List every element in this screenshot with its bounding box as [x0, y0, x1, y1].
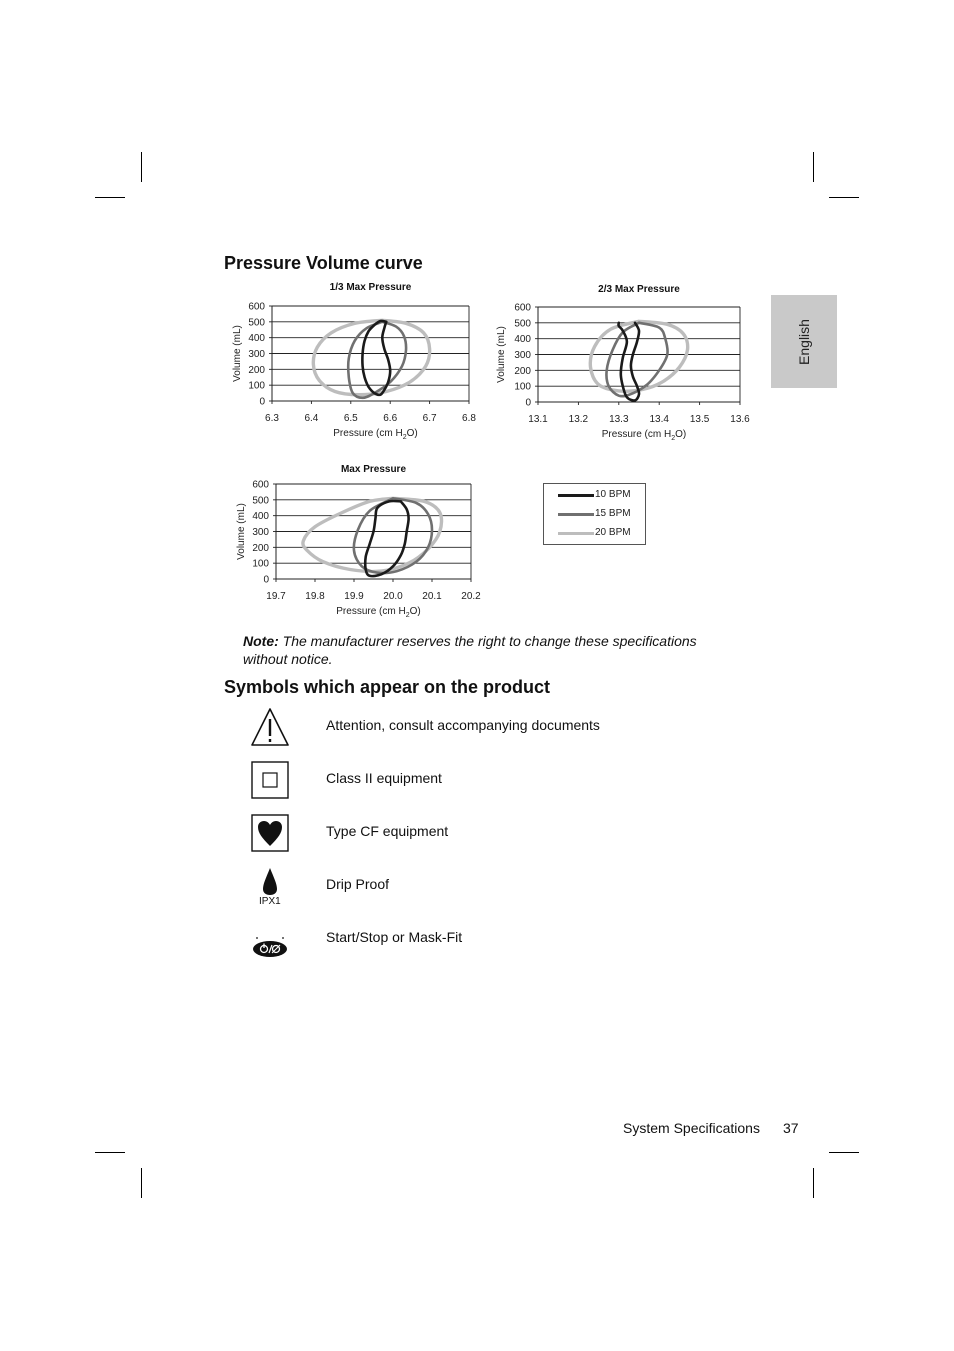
type-cf-heart-icon [250, 813, 290, 853]
y-tick-label: 100 [248, 380, 265, 392]
x-axis-label [602, 429, 686, 442]
symbol-label: Class II equipment [326, 770, 442, 786]
y-tick-label: 300 [514, 350, 531, 361]
legend-label: 15 BPM [595, 508, 631, 519]
crop-mark [829, 1152, 859, 1153]
x-axis-label-part: O) [409, 606, 421, 617]
y-tick-label: 0 [259, 396, 265, 408]
symbol-label: Type CF equipment [326, 823, 449, 839]
x-tick-label: 20.0 [383, 591, 403, 602]
y-tick-label: 300 [252, 527, 269, 538]
chart-title: 1/3 Max Pressure [329, 282, 412, 293]
note-text: The manufacturer reserves the right to change these specifications without notice. [243, 633, 697, 667]
x-tick-label: 6.6 [383, 413, 398, 424]
x-axis-label-part: Pressure (cm H [601, 429, 672, 440]
series-line-20-bpm [313, 320, 429, 394]
attention-triangle-icon [250, 707, 290, 747]
chart-3 [236, 464, 481, 619]
start-stop-icon [250, 919, 290, 959]
footer-section: System Specifications [623, 1120, 760, 1136]
class-ii-equipment-icon [250, 760, 290, 800]
y-tick-label: 100 [514, 381, 531, 393]
x-tick-label: 19.8 [305, 591, 325, 602]
y-axis-label: Volume (mL) [236, 503, 247, 560]
x-axis-label-part: O) [406, 428, 418, 439]
crop-mark [141, 1168, 142, 1198]
note-label: Note: [243, 633, 279, 649]
y-axis-label: Volume (mL) [496, 326, 507, 383]
y-tick-label: 500 [248, 317, 265, 329]
x-tick-label: 13.4 [649, 414, 669, 425]
x-axis-label-part: Pressure (cm H [336, 606, 406, 617]
x-tick-label: 13.3 [609, 414, 629, 425]
chart-2 [496, 284, 750, 442]
x-tick-label: 13.1 [528, 414, 548, 425]
legend-swatch [558, 494, 594, 497]
crop-mark [813, 1168, 814, 1198]
y-tick-label: 600 [252, 479, 269, 491]
x-tick-label: 19.9 [344, 591, 364, 602]
y-tick-label: 400 [514, 334, 531, 346]
chart-legend [543, 483, 646, 545]
symbol-row-start-stop [250, 919, 750, 959]
y-tick-label: 600 [248, 301, 265, 313]
chart-title: 2/3 Max Pressure [598, 284, 680, 295]
y-tick-label: 200 [252, 542, 269, 554]
chart-title: Max Pressure [340, 464, 407, 475]
symbol-row-type-cf [250, 813, 750, 853]
language-tab-label: English [796, 318, 812, 365]
y-tick-label: 500 [514, 318, 531, 330]
chart-1 [232, 282, 476, 441]
x-axis-label-part: O) [675, 429, 687, 440]
x-axis-label [336, 606, 420, 619]
x-tick-label: 6.4 [304, 413, 319, 424]
x-axis-label-subscript: 2 [405, 612, 410, 619]
symbol-row-attention [250, 707, 750, 747]
y-tick-label: 400 [252, 511, 269, 523]
y-tick-label: 500 [252, 495, 269, 507]
legend-label: 20 BPM [595, 527, 631, 538]
y-axis-label: Volume (mL) [232, 325, 243, 382]
symbol-label: Drip Proof [326, 876, 390, 892]
symbol-label: Start/Stop or Mask-Fit [326, 929, 463, 945]
x-axis-label-part: Pressure (cm H [333, 428, 403, 439]
x-axis-label-subscript: 2 [671, 435, 676, 442]
legend-swatch [558, 532, 594, 535]
symbol-row-class-ii [250, 760, 750, 800]
y-tick-label: 300 [248, 349, 265, 360]
x-tick-label: 6.7 [422, 413, 437, 424]
y-tick-label: 600 [514, 302, 531, 314]
x-axis-label-subscript: 2 [402, 434, 407, 441]
x-tick-label: 6.8 [462, 413, 476, 424]
x-tick-label: 13.5 [689, 414, 710, 425]
legend-swatch [558, 513, 594, 516]
y-tick-label: 400 [248, 333, 265, 345]
symbol-row-drip-proof [250, 866, 750, 906]
crop-mark [95, 1152, 125, 1153]
y-tick-label: 0 [525, 397, 531, 409]
drip-proof-icon-text: IPX1 [259, 896, 281, 907]
y-tick-label: 0 [263, 574, 269, 586]
x-tick-label: 13.2 [568, 414, 589, 425]
y-tick-label: 200 [514, 365, 531, 377]
series-line-10-bpm [362, 321, 390, 395]
section-title-symbols: Symbols which appear on the product [224, 677, 551, 697]
legend-label: 10 BPM [595, 489, 631, 500]
x-tick-label: 20.1 [422, 591, 442, 602]
x-tick-label: 6.5 [343, 413, 358, 424]
note-paragraph [243, 632, 743, 668]
x-tick-label: 6.3 [265, 413, 279, 424]
footer-page-number: 37 [783, 1120, 799, 1136]
x-tick-label: 20.2 [461, 591, 481, 602]
x-tick-label: 13.6 [730, 414, 750, 425]
x-axis-label [333, 428, 417, 441]
y-tick-label: 100 [252, 558, 269, 570]
x-tick-label: 19.7 [266, 591, 286, 602]
symbol-label: Attention, consult accompanying documents [326, 717, 600, 733]
y-tick-label: 200 [248, 364, 265, 376]
section-title-pressure-volume: Pressure Volume curve [224, 253, 423, 273]
charts-canvas [0, 0, 954, 640]
